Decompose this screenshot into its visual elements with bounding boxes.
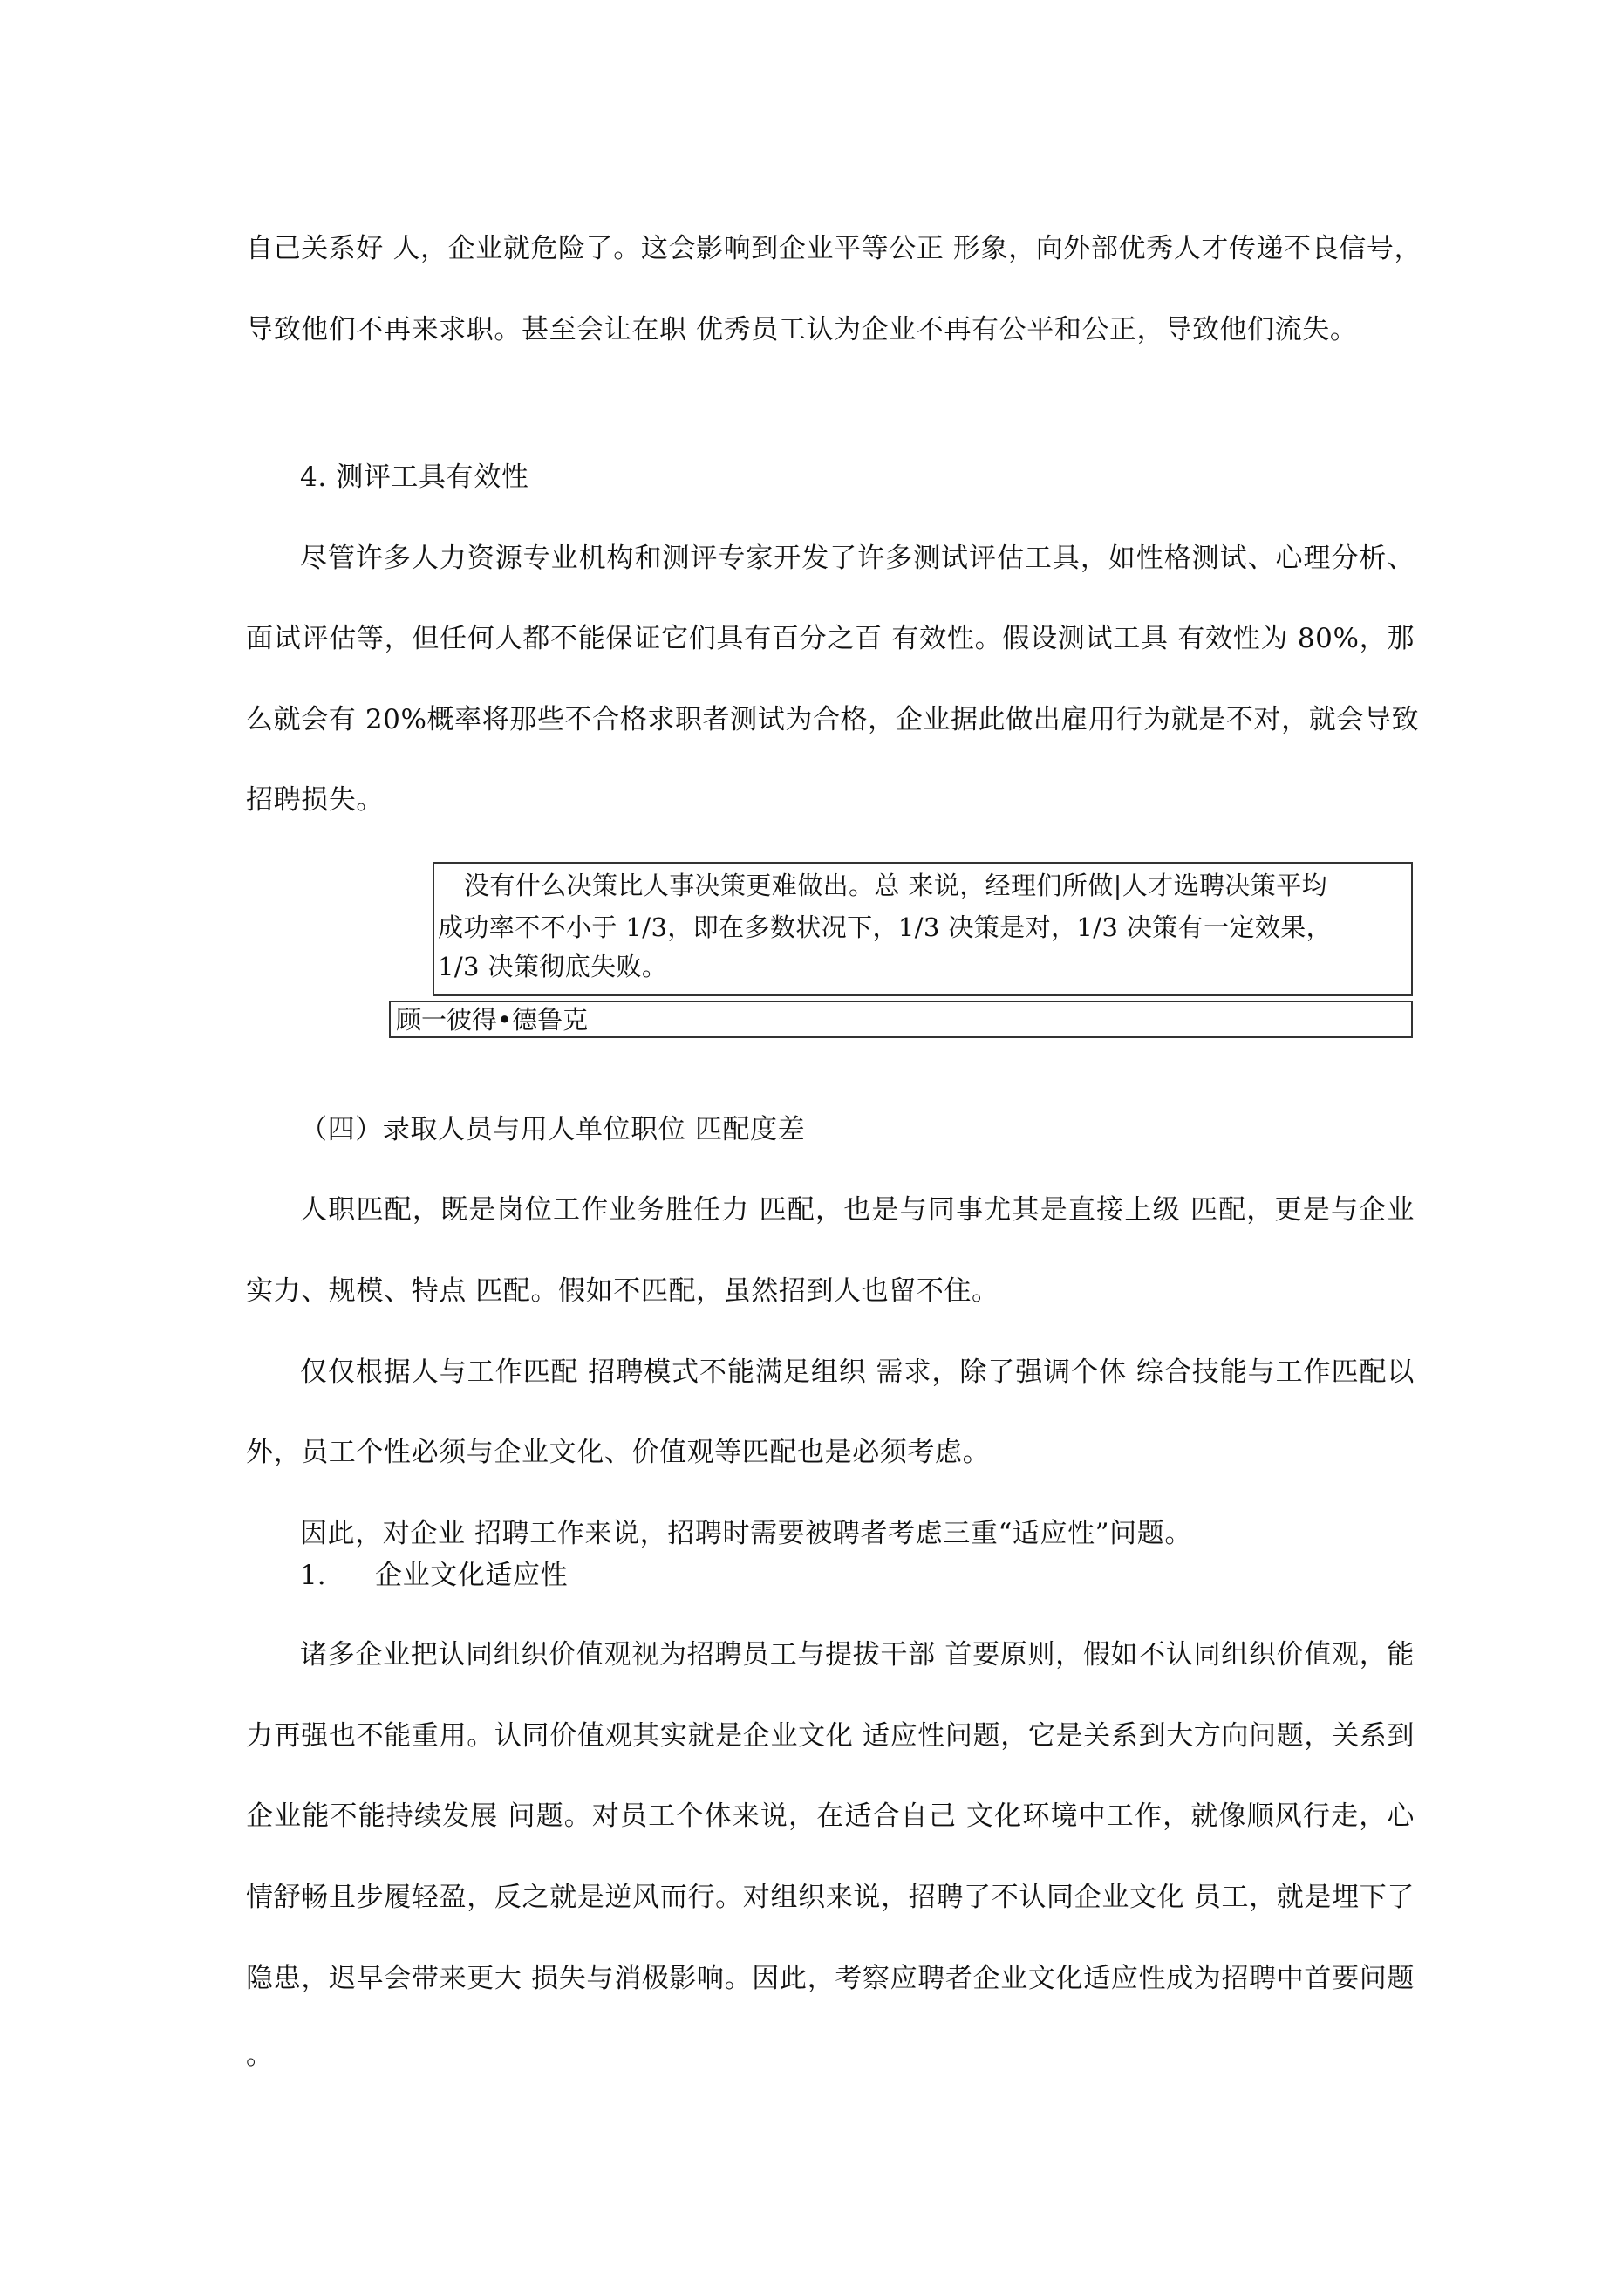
quote-line: 成功率不不小于 1/3，即在多数状况下，1/3 决策是对，1/3 决策有一定效果， xyxy=(438,912,1333,942)
quote-line: 没有什么决策比人事决策更难做出。总 来说，经理们所做|人才选聘决策平均 xyxy=(464,871,1327,900)
paragraph-line: 自己关系好 人，企业就危险了。这会影响到企业平等公正 形象，向外部优秀人才传递不良信号， xyxy=(246,233,1422,264)
section-heading: 4. 测评工具有效性 xyxy=(300,461,529,493)
paragraph-line: 尽管许多人力资源专业机构和测评专家开发了许多测试评估工具，如性格测试、心理分析、 xyxy=(300,543,1415,574)
paragraph-line: 仅仅根据人与工作匹配 招聘模式不能满足组织 需求，除了强调个体 综合技能与工作匹配以 xyxy=(300,1356,1415,1388)
paragraph-line: 么就会有 20%概率将那些不合格求职者测试为合格，企业据此做出雇用行为就是不对，就会导致 xyxy=(246,704,1420,735)
paragraph-line: 因此，对企业 招聘工作来说，招聘时需要被聘者考虑三重“适应性”问题。 xyxy=(300,1518,1192,1549)
list-heading: 企业文化适应性 xyxy=(375,1560,569,1591)
paragraph-line: 实力、规模、特点 匹配。假如不匹配，虽然招到人也留不住。 xyxy=(246,1275,999,1307)
quote-box xyxy=(433,862,1413,996)
paragraph-line: 隐患，迟早会带来更大 损失与消极影响。因此，考察应聘者企业文化适应性成为招聘中首要问题 xyxy=(246,1963,1415,1994)
section-heading: （四）录取人员与用人单位职位 匹配度差 xyxy=(300,1114,806,1145)
quote-author: 顾一彼得•德鲁克 xyxy=(396,1005,589,1035)
quote-line: 1/3 决策彻底失败。 xyxy=(438,952,668,981)
paragraph-line: 。 xyxy=(246,2040,274,2071)
paragraph-line: 外，员工个性必须与企业文化、价值观等匹配也是必须考虑。 xyxy=(246,1437,991,1468)
paragraph-line: 面试评估等，但任何人都不能保证它们具有百分之百 有效性。假设测试工具 有效性为 80%，那 xyxy=(246,623,1415,654)
paragraph-line: 招聘损失。 xyxy=(246,784,384,816)
quote-author-box xyxy=(389,1001,1413,1038)
list-number: 1. xyxy=(300,1560,326,1591)
paragraph-line: 人职匹配，既是岗位工作业务胜任力 匹配，也是与同事尤其是直接上级 匹配，更是与企业 xyxy=(300,1194,1415,1226)
paragraph-line: 情舒畅且步履轻盈，反之就是逆风而行。对组织来说，招聘了不认同企业文化 员工，就是埋下了 xyxy=(246,1882,1415,1913)
paragraph-line: 力再强也不能重用。认同价值观其实就是企业文化 适应性问题，它是关系到大方向问题，关系到 xyxy=(246,1720,1415,1752)
paragraph-line: 企业能不能持续发展 问题。对员工个体来说，在适合自己 文化环境中工作，就像顺风行走，心 xyxy=(246,1801,1415,1832)
paragraph-line: 导致他们不再来求职。甚至会让在职 优秀员工认为企业不再有公平和公正，导致他们流失。 xyxy=(246,314,1358,345)
paragraph-line: 诸多企业把认同组织价值观视为招聘员工与提拔干部 首要原则，假如不认同组织价值观，能 xyxy=(300,1639,1415,1671)
